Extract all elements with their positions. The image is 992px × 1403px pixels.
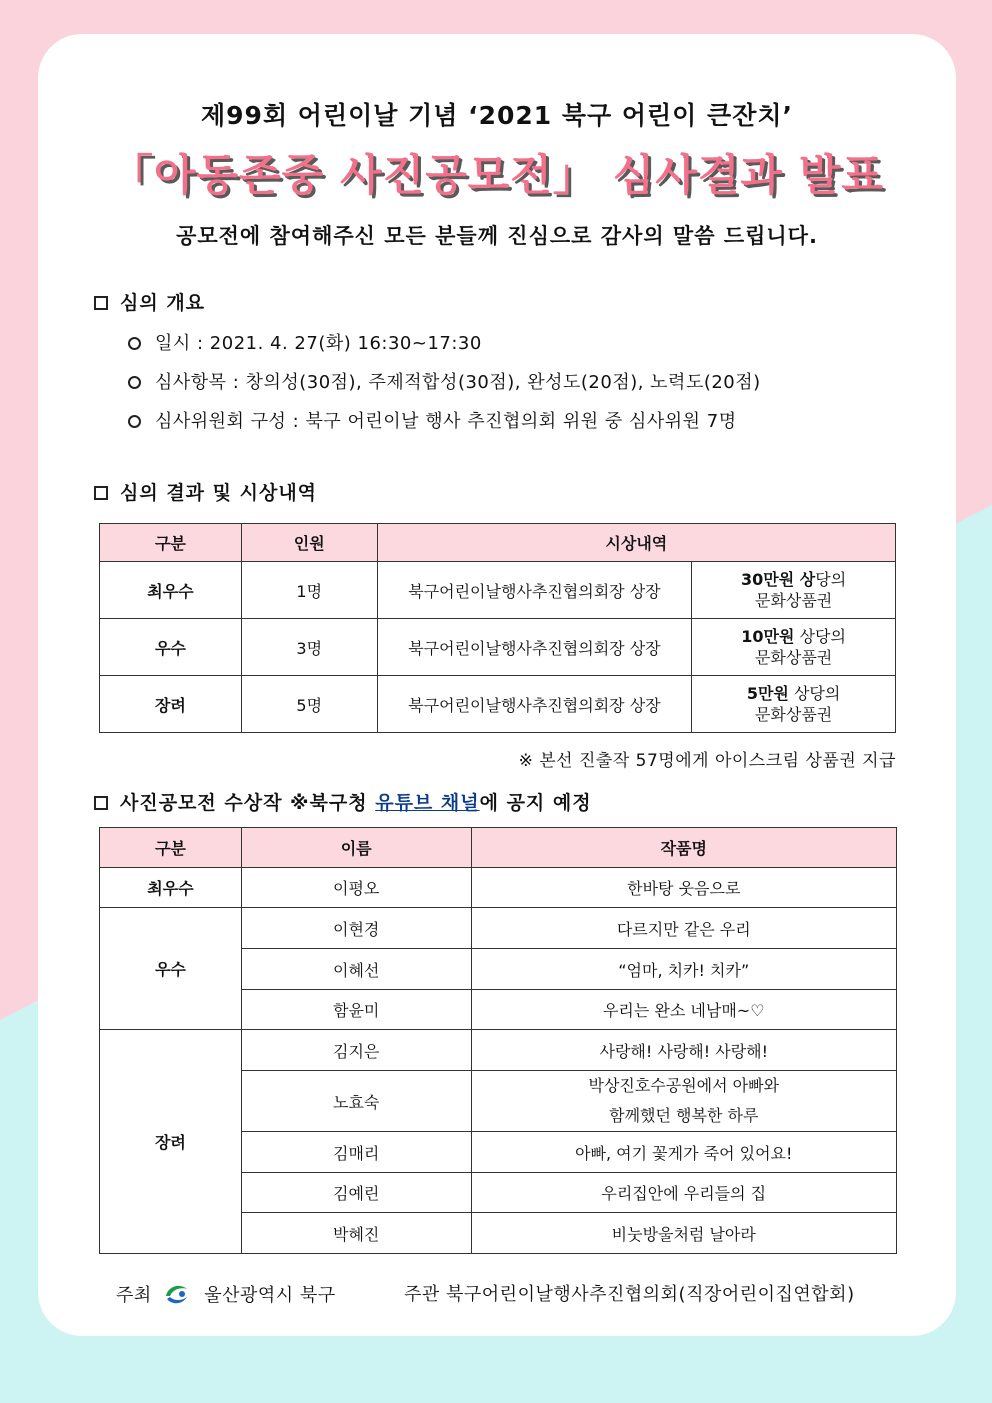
awards-note: ※ 본선 진출작 57명에게 아이스크림 상품권 지급 (518, 751, 896, 771)
award-count: 5명 (241, 676, 377, 733)
overview-heading: 심의 개요 (94, 288, 205, 315)
winner-title: 박상진호수공원에서 아빠와 함께했던 행복한 하루 (471, 1071, 896, 1132)
column-header: 구분 (100, 828, 242, 868)
table-row (100, 868, 897, 908)
youtube-channel-link[interactable]: 유튜브 채널 (375, 792, 480, 814)
table-row (100, 562, 896, 619)
table-row (100, 619, 896, 676)
winner-name: 이평오 (241, 868, 471, 908)
winner-title: 아빠, 여기 꽃게가 죽어 있어요! (471, 1132, 896, 1173)
award-category: 우수 (100, 619, 242, 676)
table-header-row (100, 524, 896, 562)
award-count: 3명 (241, 619, 377, 676)
circle-bullet-icon (128, 415, 141, 428)
winner-title: 한바탕 웃음으로 (471, 868, 896, 908)
awards-table (99, 523, 896, 733)
square-bullet-icon (94, 796, 108, 810)
winner-name: 김예린 (241, 1173, 471, 1213)
table-row (100, 676, 896, 733)
overview-item-date: 일시 : 2021. 4. 27(화) 16:30~17:30 (128, 329, 482, 355)
column-header: 작품명 (471, 828, 896, 868)
column-header: 시상내역 (377, 524, 895, 562)
footer-host: 주최 울산광역시 북구 (116, 1280, 336, 1308)
winner-name: 함윤미 (241, 990, 471, 1030)
overview-item-criteria: 심사항목 : 창의성(30점), 주제적합성(30점), 완성도(20점), 노력도(20점) (128, 368, 761, 394)
winner-name: 노효숙 (241, 1071, 471, 1132)
award-prize: 10만원 상당의 문화상품권 (692, 619, 896, 676)
circle-bullet-icon (128, 376, 141, 389)
winner-name: 김매리 (241, 1132, 471, 1173)
winner-title: 사랑해! 사랑해! 사랑해! (471, 1030, 896, 1071)
winner-title: 우리는 완소 네남매~♡ (471, 990, 896, 1030)
winner-category: 최우수 (100, 868, 242, 908)
column-header: 구분 (100, 524, 242, 562)
winners-table (99, 827, 897, 1254)
table-row (100, 908, 897, 949)
square-bullet-icon (94, 486, 108, 500)
circle-bullet-icon (128, 337, 141, 350)
footer-organizer: 주관 북구어린이날행사추진협의회(직장어린이집연합회) (404, 1284, 855, 1305)
event-title: 제99회 어린이날 기념 ‘2021 북구 어린이 큰잔치’ (201, 101, 793, 130)
winner-name: 박혜진 (241, 1213, 471, 1254)
winner-title: “엄마, 치카! 치카” (471, 949, 896, 990)
award-category: 장려 (100, 676, 242, 733)
page-title: 「아동존중 사진공모전」 심사결과 발표 (110, 151, 884, 201)
award-prize: 5만원 상당의 문화상품권 (692, 676, 896, 733)
award-certificate: 북구어린이날행사추진협의회장 상장 (377, 562, 692, 619)
winner-name: 이현경 (241, 908, 471, 949)
award-certificate: 북구어린이날행사추진협의회장 상장 (377, 619, 692, 676)
award-certificate: 북구어린이날행사추진협의회장 상장 (377, 676, 692, 733)
table-row (100, 1030, 897, 1071)
winner-title: 다르지만 같은 우리 (471, 908, 896, 949)
thanks-message: 공모전에 참여해주신 모든 분들께 진심으로 감사의 말씀 드립니다. (176, 224, 818, 248)
award-count: 1명 (241, 562, 377, 619)
awards-heading: 심의 결과 및 시상내역 (94, 478, 317, 505)
winner-title: 우리집안에 우리들의 집 (471, 1173, 896, 1213)
winner-title: 비눗방울처럼 날아라 (471, 1213, 896, 1254)
winner-name: 이혜선 (241, 949, 471, 990)
winner-name: 김지은 (241, 1030, 471, 1071)
winner-category: 우수 (100, 908, 242, 1030)
poster-card (38, 34, 956, 1336)
winner-category: 장려 (100, 1030, 242, 1254)
award-prize: 30만원 상당의 문화상품권 (692, 562, 896, 619)
square-bullet-icon (94, 296, 108, 310)
ulsan-buk-gu-logo-icon (162, 1280, 190, 1308)
overview-item-committee: 심사위원회 구성 : 북구 어린이날 행사 추진협의회 위원 중 심사위원 7명 (128, 407, 737, 433)
column-header: 인원 (241, 524, 377, 562)
column-header: 이름 (241, 828, 471, 868)
award-category: 최우수 (100, 562, 242, 619)
winners-heading: 사진공모전 수상작 ※북구청 유튜브 채널에 공지 예정 (94, 788, 592, 815)
table-header-row (100, 828, 897, 868)
